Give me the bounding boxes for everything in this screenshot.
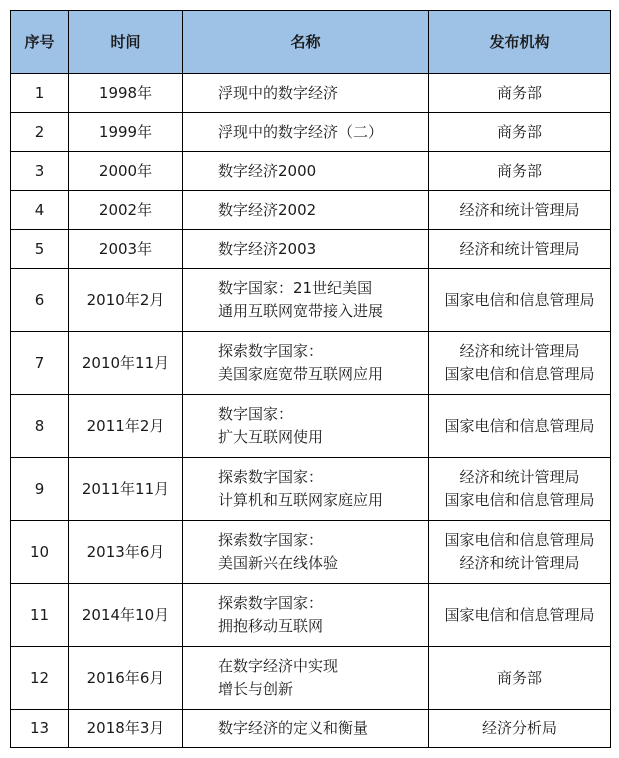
cell-name-line: 在数字经济中实现 <box>218 657 339 675</box>
cell-name <box>183 710 429 748</box>
table-row <box>11 647 611 710</box>
cell-name <box>183 152 429 191</box>
cell-name-line: 浮现中的数字经济（二） <box>218 122 384 141</box>
cell-org-line: 经济分析局 <box>481 719 557 737</box>
table-row <box>11 710 611 748</box>
cell-no: 5 <box>11 230 69 269</box>
cell-name-line: 浮现中的数字经济 <box>218 83 339 102</box>
cell-name <box>183 521 429 584</box>
cell-name-line: 探索数字国家： <box>218 531 324 549</box>
cell-name <box>183 113 429 152</box>
cell-name-line: 探索数字国家： <box>218 468 324 486</box>
cell-name-line: 数字经济2000 <box>218 161 317 180</box>
cell-org <box>429 74 611 113</box>
cell-org-line: 国家电信和信息管理局 <box>444 531 595 549</box>
table-row <box>11 332 611 395</box>
cell-time: 2010年2月 <box>69 269 183 332</box>
cell-no: 11 <box>11 584 69 647</box>
cell-time: 2002年 <box>69 191 183 230</box>
table-row <box>11 230 611 269</box>
header-row <box>11 11 611 74</box>
cell-org <box>429 191 611 230</box>
cell-time: 2010年11月 <box>69 332 183 395</box>
cell-name <box>183 332 429 395</box>
cell-org-line: 国家电信和信息管理局 <box>444 416 595 435</box>
cell-org <box>429 521 611 584</box>
cell-org <box>429 458 611 521</box>
cell-name <box>183 230 429 269</box>
cell-org-line: 商务部 <box>496 161 542 180</box>
table-row <box>11 584 611 647</box>
cell-name <box>183 584 429 647</box>
cell-no: 13 <box>11 710 69 748</box>
cell-name-line: 探索数字国家： <box>218 342 324 360</box>
table-row <box>11 395 611 458</box>
table-row <box>11 152 611 191</box>
cell-org-line: 国家电信和信息管理局 <box>444 605 595 624</box>
cell-no: 6 <box>11 269 69 332</box>
cell-time: 2013年6月 <box>69 521 183 584</box>
cell-time: 2003年 <box>69 230 183 269</box>
cell-name <box>183 269 429 332</box>
cell-name-line: 增长与创新 <box>218 680 294 698</box>
cell-no: 4 <box>11 191 69 230</box>
cell-org <box>429 710 611 748</box>
table-row <box>11 191 611 230</box>
cell-time: 2011年11月 <box>69 458 183 521</box>
cell-org-line: 商务部 <box>496 122 542 141</box>
cell-no: 9 <box>11 458 69 521</box>
cell-no: 2 <box>11 113 69 152</box>
cell-org <box>429 395 611 458</box>
header-org: 发布机构 <box>429 11 611 74</box>
cell-name <box>183 395 429 458</box>
cell-name <box>183 191 429 230</box>
table-row <box>11 269 611 332</box>
cell-no: 10 <box>11 521 69 584</box>
cell-name-line: 拥抱移动互联网 <box>218 617 324 635</box>
cell-org-line: 国家电信和信息管理局 <box>444 290 595 309</box>
cell-org-line: 经济和统计管理局 <box>459 554 580 572</box>
cell-name-line: 美国新兴在线体验 <box>218 554 339 572</box>
cell-name-line: 数字国家： <box>218 405 294 423</box>
cell-no: 12 <box>11 647 69 710</box>
cell-org-line: 经济和统计管理局 <box>459 200 580 219</box>
cell-org-line: 经济和统计管理局 <box>459 239 580 258</box>
cell-name-line: 数字经济的定义和衡量 <box>218 719 369 737</box>
cell-time: 1998年 <box>69 74 183 113</box>
cell-name-line: 探索数字国家： <box>218 594 324 612</box>
table-row <box>11 74 611 113</box>
cell-org <box>429 113 611 152</box>
cell-name <box>183 647 429 710</box>
cell-org <box>429 647 611 710</box>
cell-name-line: 数字经济2002 <box>218 200 317 219</box>
cell-time: 2011年2月 <box>69 395 183 458</box>
cell-time: 1999年 <box>69 113 183 152</box>
cell-time: 2014年10月 <box>69 584 183 647</box>
cell-name-line: 扩大互联网使用 <box>218 428 324 446</box>
cell-name-line: 通用互联网宽带接入进展 <box>218 302 384 320</box>
table-body <box>11 74 611 748</box>
cell-name <box>183 458 429 521</box>
cell-name-line: 数字国家：21世纪美国 <box>218 279 373 297</box>
cell-time: 2018年3月 <box>69 710 183 748</box>
table-row <box>11 113 611 152</box>
cell-org <box>429 269 611 332</box>
cell-org <box>429 152 611 191</box>
cell-name-line: 数字经济2003 <box>218 239 317 258</box>
header-time: 时间 <box>69 11 183 74</box>
cell-no: 1 <box>11 74 69 113</box>
cell-name <box>183 74 429 113</box>
cell-org-line: 商务部 <box>496 83 542 102</box>
cell-org-line: 经济和统计管理局 <box>459 468 580 486</box>
table-row <box>11 458 611 521</box>
table-header <box>11 11 611 74</box>
header-no: 序号 <box>11 11 69 74</box>
cell-org <box>429 332 611 395</box>
cell-time: 2016年6月 <box>69 647 183 710</box>
table-row <box>11 521 611 584</box>
publications-table <box>10 10 611 748</box>
cell-org <box>429 230 611 269</box>
cell-org-line: 国家电信和信息管理局 <box>444 491 595 509</box>
cell-name-line: 计算机和互联网家庭应用 <box>218 491 384 509</box>
cell-org <box>429 584 611 647</box>
header-name: 名称 <box>183 11 429 74</box>
cell-no: 7 <box>11 332 69 395</box>
cell-time: 2000年 <box>69 152 183 191</box>
cell-no: 8 <box>11 395 69 458</box>
cell-no: 3 <box>11 152 69 191</box>
cell-org-line: 经济和统计管理局 <box>459 342 580 360</box>
cell-org-line: 国家电信和信息管理局 <box>444 365 595 383</box>
cell-name-line: 美国家庭宽带互联网应用 <box>218 365 384 383</box>
cell-org-line: 商务部 <box>496 668 542 687</box>
